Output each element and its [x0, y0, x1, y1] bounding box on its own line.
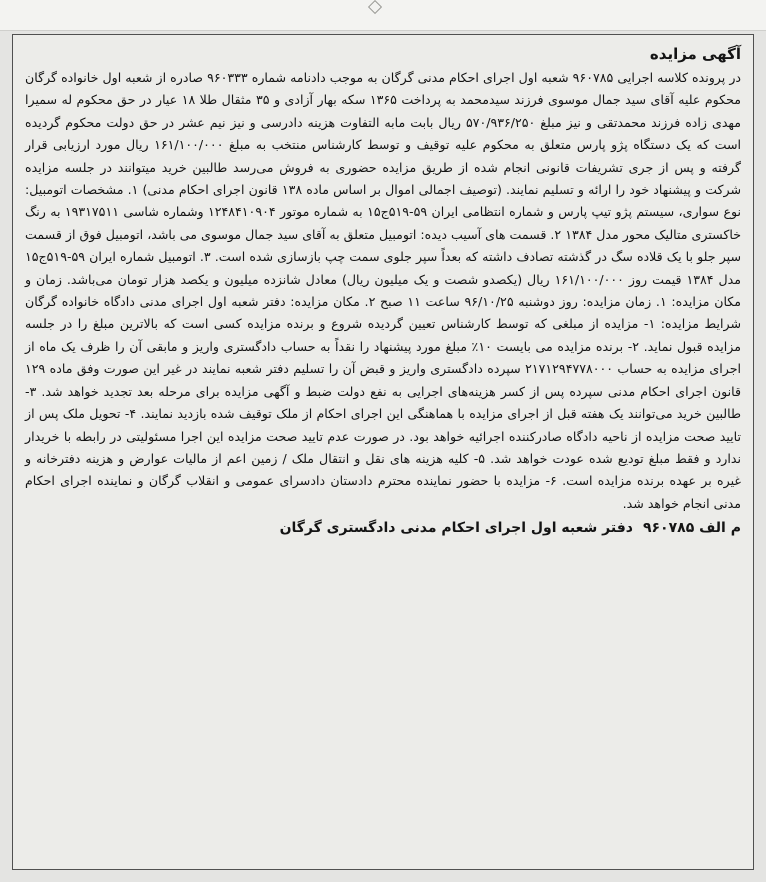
notice-footer: [25, 517, 741, 539]
auction-notice: [12, 34, 754, 870]
notice-title: آگهی مزایده: [649, 45, 741, 63]
notice-body: در پرونده کلاسه اجرایی ۹۶۰۷۸۵ شعبه اول اجرای احکام مدنی گرگان به موجب دادنامه شماره ۹۶۰۳۳۳ صادره از شعبه اول خانواده گرگان محکوم علیه آقای سید جمال موسوی فرزند سیدمحمد به پرداخت ۱۳۶۵ سکه بهار آزادی و ۳۵ مثقال طلا ۱۸ عیار در حق محکوم له سمیرا مهدی زاده فرزند محمدتقی و نیز مبلغ ۵۷۰/۹۳۶/۲۵۰ ریال بابت مابه التفاوت هزینه دادرسی و نیز نیم عشر در حق دولت محکوم گردیده است که یک دستگاه پژو پارس متعلق به محکوم علیه توقیف و توسط کارشناس منتخب به مبلغ ۱۶۱/۱۰۰/۰۰۰ ریال مورد ارزیابی قرار گرفته و پس از جری تشریفات قانونی انجام شده از طریق مزایده حضوری به فروش می‌رسد طالبین خرید میتوانند در جلسه مزایده شرکت و پیشنهاد خود را ارائه و تسلیم نمایند. (توصیف اجمالی اموال بر اساس ماده ۱۳۸ قانون اجرای احکام مدنی) ۱. مشخصات اتومبیل: نوع سواری، سیستم پژو تیپ پارس و شماره انتظامی ایران ۵۹-۵۱۹ج۱۵ به شماره موتور ۱۲۴۸۴۱۰۹۰۴ وشماره شاسی ۱۹۳۱۷۵۱۱ به رنگ خاکستری متالیک محور مدل ۱۳۸۴ ۲. قسمت های آسیب دیده: اتومبیل متعلق به آقای سید جمال موسوی می باشد، اتومبیل فوق از قسمت سپر جلو با یک قلاده سگ در گذشته تصادف داشته که بعداً سپر جلوی سمت چپ بازسازی شده است. ۳. اتومبیل شماره ایران ۵۹-۵۱۹ج۱۵ مدل ۱۳۸۴ قیمت روز ۱۶۱/۱۰۰/۰۰۰ ریال (یکصدو شصت و یک میلیون ریال) معادل شانزده میلیون و یکصد هزار تومان می‌باشد. زمان و مکان مزایده: ۱. زمان مزایده: روز دوشنبه ۹۶/۱۰/۲۵ ساعت ۱۱ صبح ۲. مکان مزایده: دفتر شعبه اول اجرای مدنی دادگاه خانواده گرگان شرایط مزایده: ۱- مزایده از مبلغی که توسط کارشناس تعیین گردیده شروع و برنده مزایده کسی است که بالاترین مبلغ را در جلسه مزایده قبول نماید. ۲- برنده مزایده می بایست ۱۰٪ مبلغ مورد پیشنهاد را نقداً به حساب دادگستری واریز و مابقی آن را ظرف یک ماه از اجرای مزایده به حساب ۲۱۷۱۲۹۴۷۷۸۰۰۰ سپرده دادگستری واریز و قبض آن را تسلیم دفتر شعبه نمایند در غیر این صورت وفق ماده ۱۲۹ قانون اجرای احکام مدنی سپرده پس از کسر هزینه‌های اجرایی به نفع دولت ضبط و آگهی مزایده برای مرحله بعد تجدید خواهد شد. ۳- طالبین خرید می‌توانند یک هفته قبل از اجرای مزایده با هماهنگی این اجرای احکام از ملک توقیف شده بازدید نمایند. ۴- تحویل ملک پس از تایید صحت مزایده از ناحیه دادگاه صادرکننده اجرائیه خواهد بود. در صورت عدم تایید صحت مزایده این اجرا مسئولیتی در رابطه با خریدار ندارد و فقط مبلغ تودیع شده عودت خواهد شد. ۵- کلیه هزینه های نقل و انتقال ملک / زمین اعم از مالیات عوارض و هزینه دفترخانه و غیره بر عهده برنده مزایده است. ۶- مزایده با حضور نماینده محترم دادستان دادسرای عمومی و انقلاب گرگان و نماینده اجرای احکام مدنی انجام خواهد شد.: [25, 70, 742, 511]
footer-office: دفتر شعبه اول اجرای احکام مدنی دادگستری گرگان: [279, 520, 633, 537]
page-header-strip: [0, 0, 766, 31]
footer-code: م الف ۹۶۰۷۸۵: [642, 520, 741, 537]
diamond-mark-icon: [368, 0, 382, 14]
